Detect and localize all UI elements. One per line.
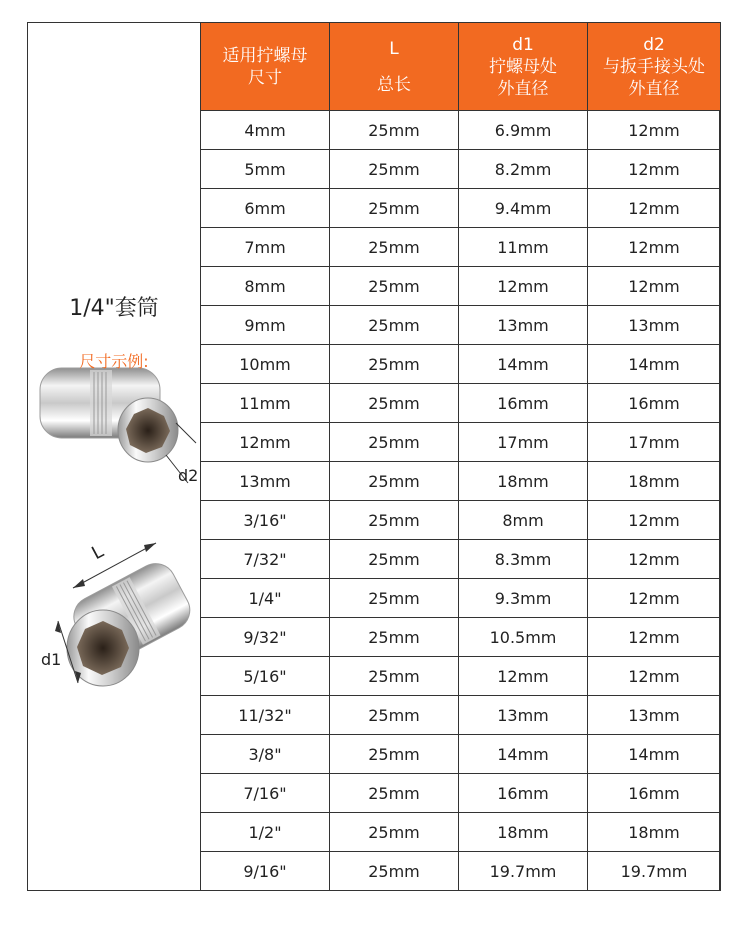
d1-cell: 19.7mm: [459, 852, 588, 891]
length-cell: 25mm: [330, 462, 459, 501]
sample-label: 尺寸示例:: [79, 352, 149, 371]
spec-table: [200, 22, 721, 891]
d1-cell: 9.3mm: [459, 579, 588, 618]
table-row: [201, 735, 721, 774]
L-dimension-label: L: [88, 540, 108, 565]
length-cell: 25mm: [330, 540, 459, 579]
nut-size-cell: 9mm: [201, 306, 330, 345]
d1-cell: 18mm: [459, 462, 588, 501]
nut-size-cell: 5mm: [201, 150, 330, 189]
length-cell: 25mm: [330, 735, 459, 774]
nut-size-cell: 1/2": [201, 813, 330, 852]
nut-size-cell: 12mm: [201, 423, 330, 462]
d1-cell: 11mm: [459, 228, 588, 267]
socket-illustrations: [28, 23, 200, 890]
table-row: [201, 228, 721, 267]
d1-cell: 16mm: [459, 384, 588, 423]
d2-dimension-label: d2: [178, 466, 199, 485]
nut-size-cell: 4mm: [201, 111, 330, 150]
d2-cell: 12mm: [588, 189, 721, 228]
length-cell: 25mm: [330, 423, 459, 462]
nut-size-cell: 3/8": [201, 735, 330, 774]
length-cell: 25mm: [330, 384, 459, 423]
header-nut-size: 适用拧螺母 尺寸: [201, 23, 330, 111]
socket-angled-view-icon: [55, 540, 197, 686]
d1-cell: 10.5mm: [459, 618, 588, 657]
d2-cell: 12mm: [588, 267, 721, 306]
d2-cell: 13mm: [588, 306, 721, 345]
length-cell: 25mm: [330, 267, 459, 306]
d2-cell: 12mm: [588, 618, 721, 657]
nut-size-cell: 8mm: [201, 267, 330, 306]
length-cell: 25mm: [330, 813, 459, 852]
d1-cell: 14mm: [459, 735, 588, 774]
d2-cell: 12mm: [588, 579, 721, 618]
table-row: [201, 579, 721, 618]
d1-cell: 9.4mm: [459, 189, 588, 228]
table-row: [201, 462, 721, 501]
d1-cell: 13mm: [459, 696, 588, 735]
d2-cell: 13mm: [588, 696, 721, 735]
d1-cell: 12mm: [459, 657, 588, 696]
d2-cell: 12mm: [588, 501, 721, 540]
nut-size-cell: 11mm: [201, 384, 330, 423]
d2-cell: 14mm: [588, 735, 721, 774]
table-row: [201, 852, 721, 891]
d2-cell: 12mm: [588, 228, 721, 267]
length-cell: 25mm: [330, 579, 459, 618]
table-row: [201, 618, 721, 657]
d2-cell: 16mm: [588, 774, 721, 813]
nut-size-cell: 13mm: [201, 462, 330, 501]
d2-cell: 16mm: [588, 384, 721, 423]
nut-size-cell: 1/4": [201, 579, 330, 618]
d2-cell: 18mm: [588, 462, 721, 501]
table-row: [201, 696, 721, 735]
length-cell: 25mm: [330, 345, 459, 384]
table-row: [201, 267, 721, 306]
length-cell: 25mm: [330, 501, 459, 540]
table-row: [201, 384, 721, 423]
header-length: L 总长: [330, 23, 459, 111]
table-row: [201, 345, 721, 384]
nut-size-cell: 3/16": [201, 501, 330, 540]
length-cell: 25mm: [330, 189, 459, 228]
table-row: [201, 774, 721, 813]
d1-dimension-label: d1: [41, 650, 62, 669]
d2-cell: 12mm: [588, 540, 721, 579]
length-cell: 25mm: [330, 774, 459, 813]
d1-cell: 16mm: [459, 774, 588, 813]
nut-size-cell: 9/16": [201, 852, 330, 891]
table-row: [201, 306, 721, 345]
table-row: [201, 540, 721, 579]
nut-size-cell: 6mm: [201, 189, 330, 228]
d1-cell: 17mm: [459, 423, 588, 462]
header-d1: d1 拧螺母处 外直径: [459, 23, 588, 111]
socket-side-view-icon: [40, 368, 199, 485]
length-cell: 25mm: [330, 618, 459, 657]
d1-cell: 8mm: [459, 501, 588, 540]
length-cell: 25mm: [330, 306, 459, 345]
header-d2: d2 与扳手接头处 外直径: [588, 23, 721, 111]
table-row: [201, 423, 721, 462]
table-row: [201, 657, 721, 696]
d1-cell: 8.2mm: [459, 150, 588, 189]
d1-cell: 8.3mm: [459, 540, 588, 579]
d1-cell: 6.9mm: [459, 111, 588, 150]
d1-cell: 14mm: [459, 345, 588, 384]
d1-cell: 12mm: [459, 267, 588, 306]
d1-cell: 18mm: [459, 813, 588, 852]
table-row: [201, 150, 721, 189]
nut-size-cell: 5/16": [201, 657, 330, 696]
length-cell: 25mm: [330, 111, 459, 150]
table-row: [201, 111, 721, 150]
table-row: [201, 501, 721, 540]
length-cell: 25mm: [330, 228, 459, 267]
d2-cell: 14mm: [588, 345, 721, 384]
length-cell: 25mm: [330, 696, 459, 735]
nut-size-cell: 9/32": [201, 618, 330, 657]
left-panel: [28, 23, 200, 890]
header-row: [201, 23, 721, 111]
spec-table-body: [201, 111, 721, 891]
d2-cell: 12mm: [588, 657, 721, 696]
length-cell: 25mm: [330, 657, 459, 696]
nut-size-cell: 7/16": [201, 774, 330, 813]
table-row: [201, 189, 721, 228]
nut-size-cell: 7/32": [201, 540, 330, 579]
d2-cell: 18mm: [588, 813, 721, 852]
d1-cell: 13mm: [459, 306, 588, 345]
table-row: [201, 813, 721, 852]
nut-size-cell: 10mm: [201, 345, 330, 384]
length-cell: 25mm: [330, 150, 459, 189]
d2-cell: 12mm: [588, 150, 721, 189]
nut-size-cell: 7mm: [201, 228, 330, 267]
product-title: 1/4"套筒: [69, 296, 159, 321]
length-cell: 25mm: [330, 852, 459, 891]
d2-cell: 17mm: [588, 423, 721, 462]
d2-cell: 19.7mm: [588, 852, 721, 891]
d2-cell: 12mm: [588, 111, 721, 150]
nut-size-cell: 11/32": [201, 696, 330, 735]
